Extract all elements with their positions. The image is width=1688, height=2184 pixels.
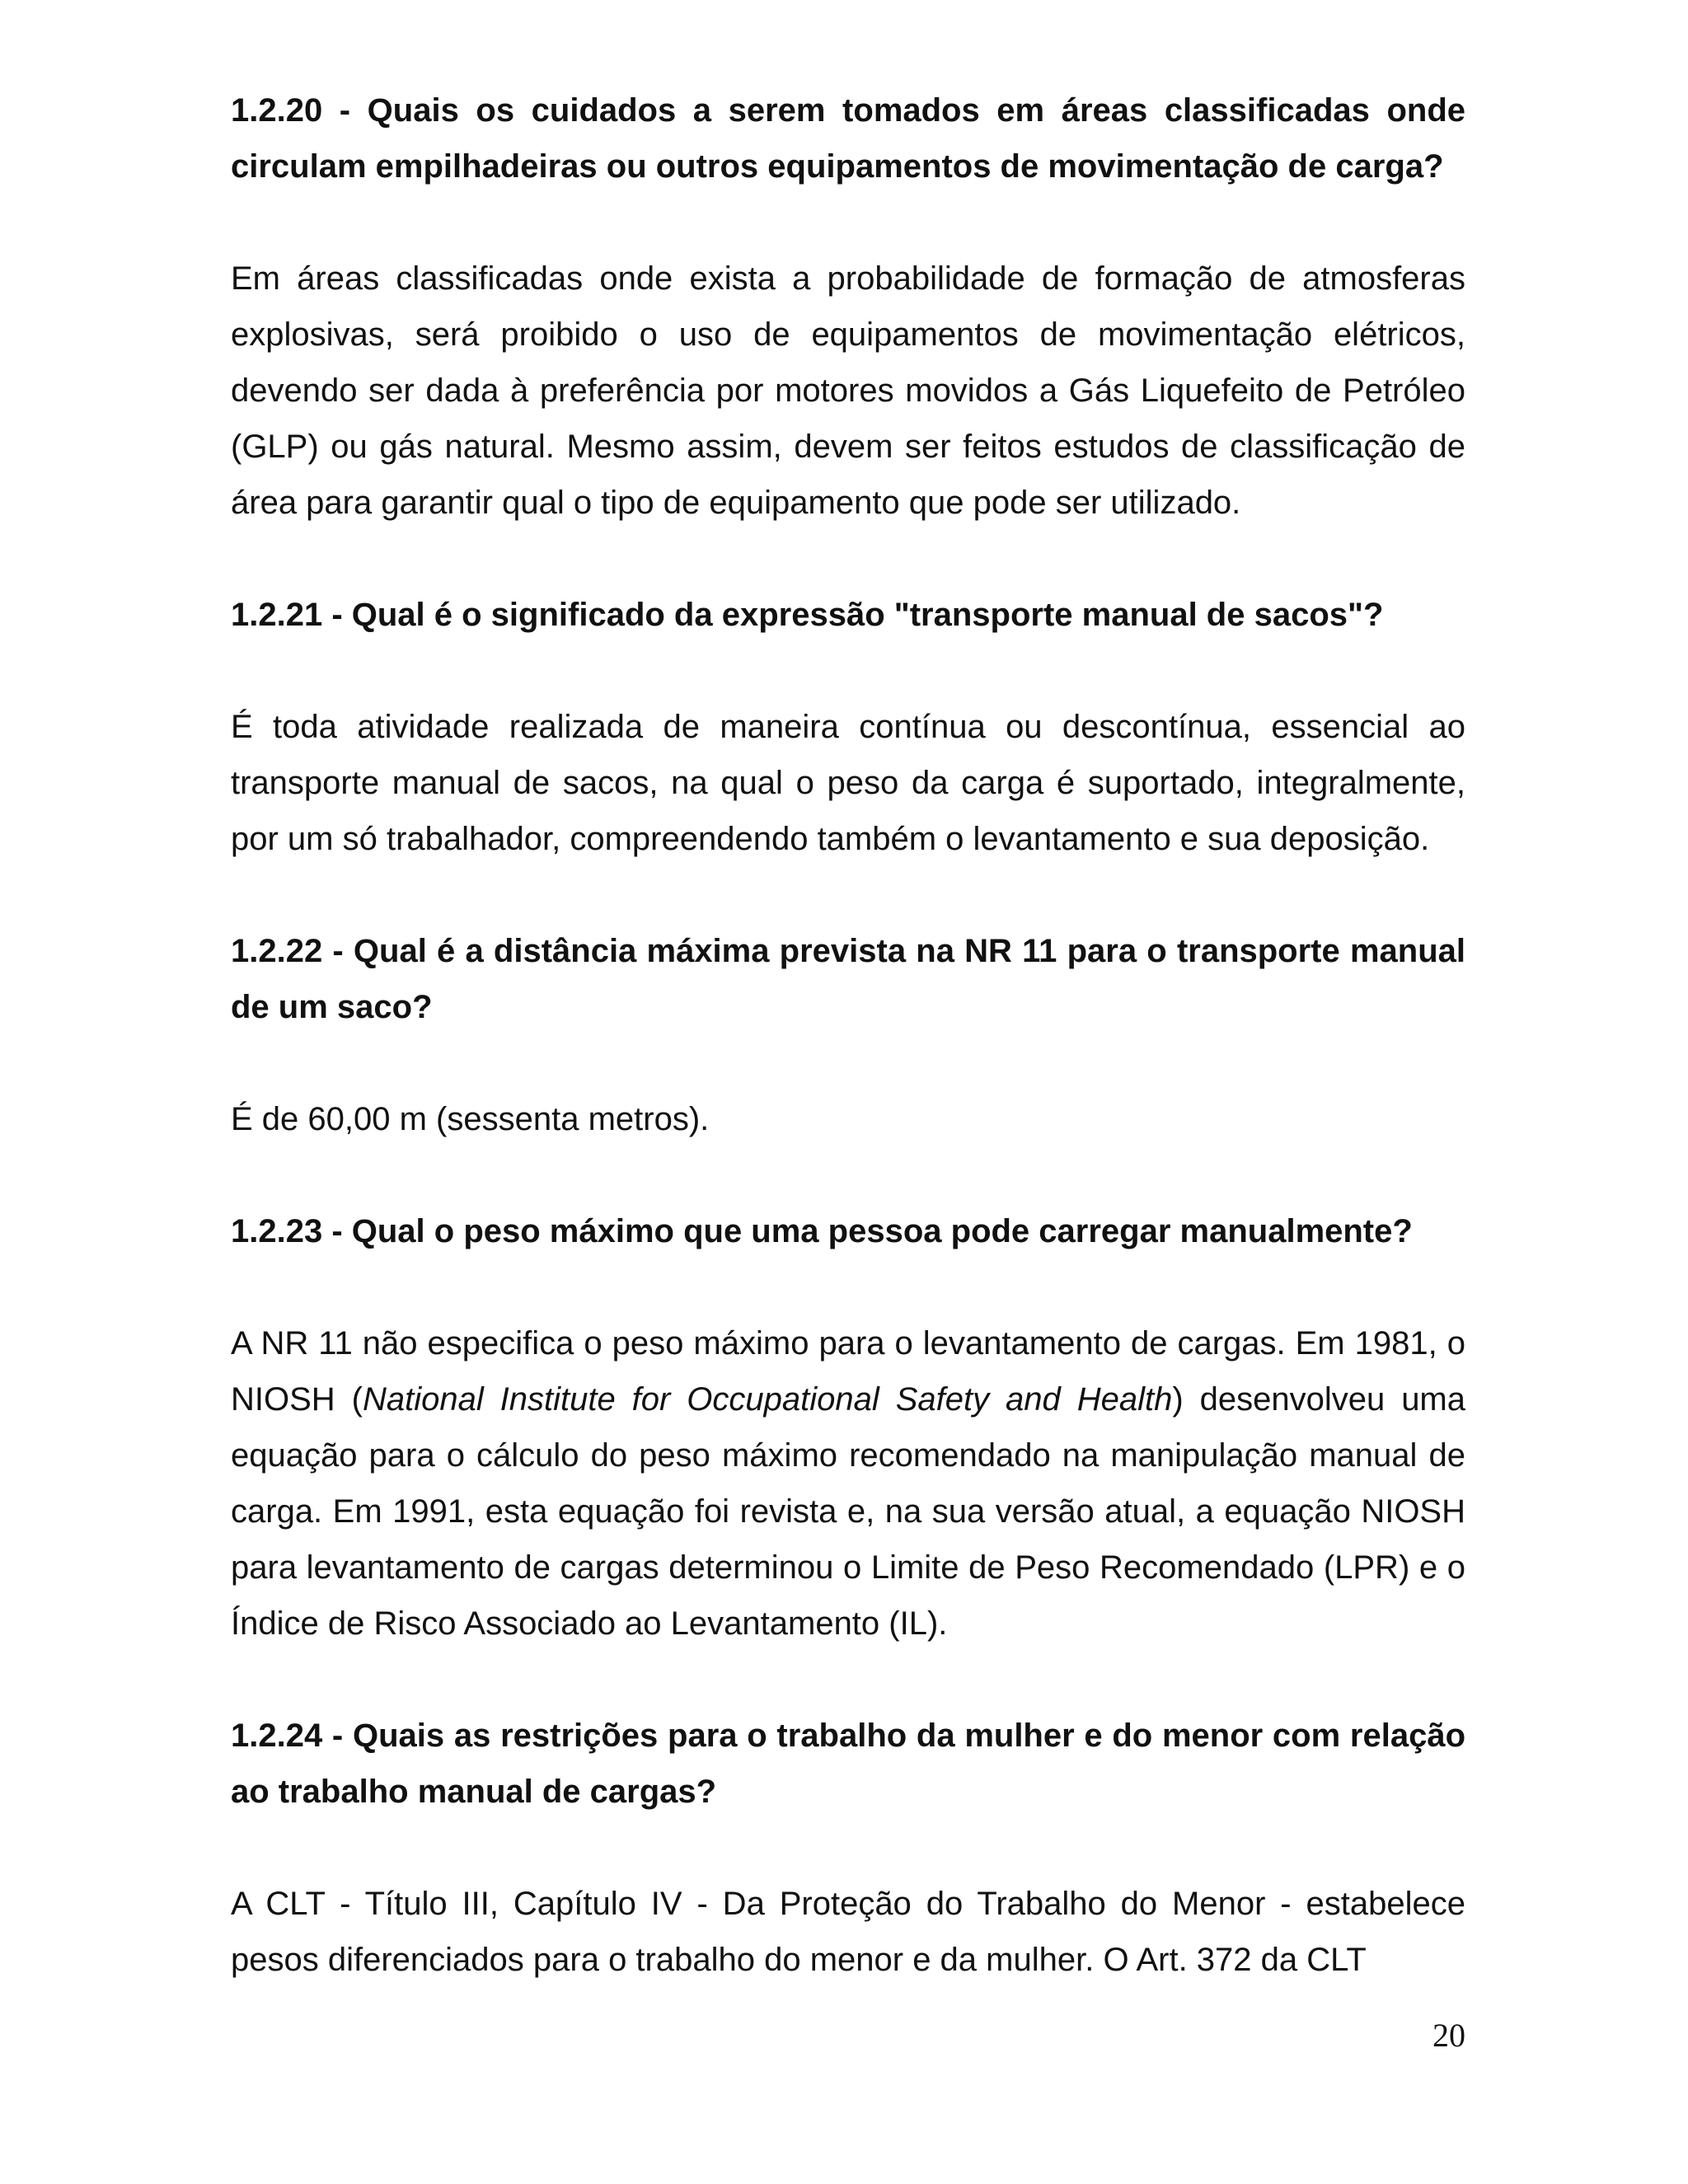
niosh-full-name-italic: National Institute for Occupational Safety and Health	[362, 1381, 1173, 1418]
question-heading-1-2-24: 1.2.24 - Quais as restrições para o trabalho da mulher e do menor com relação ao trabalho manual de cargas?	[231, 1718, 1465, 1810]
page-number: 20	[1432, 2017, 1465, 2054]
question-heading-1-2-22: 1.2.22 - Qual é a distância máxima prevista na NR 11 para o transporte manual de um saco?	[231, 933, 1465, 1025]
answer-paragraph-1-2-24: A CLT - Título III, Capítulo IV - Da Proteção do Trabalho do Menor - estabelece pesos diferenciados para o trabalho do menor e da mulher. O Art. 372 da CLT	[231, 1886, 1465, 1978]
answer-paragraph-1-2-21: É toda atividade realizada de maneira contínua ou descontínua, essencial ao transporte manual de sacos, na qual o peso da carga é suportado, integralmente, por um só trabalhador, compreendendo também o levantamento e sua deposição.	[231, 709, 1465, 857]
document-page	[231, 82, 1465, 1988]
question-heading-1-2-21: 1.2.21 - Qual é o significado da expressão "transporte manual de sacos"?	[231, 597, 1384, 633]
question-heading-1-2-23: 1.2.23 - Qual o peso máximo que uma pessoa pode carregar manualmente?	[231, 1213, 1413, 1249]
answer-paragraph-1-2-23	[231, 1315, 1465, 1652]
answer-text-part-1: A NR 11 não especifica o peso máximo para o levantamento de cargas. Em 1981, o NIOSH (	[231, 1325, 1465, 1418]
answer-paragraph-1-2-20: Em áreas classificadas onde exista a probabilidade de formação de atmosferas explosivas, será proibido o uso de equipamentos de movimentação elétricos, devendo ser dada à preferência por motores movidos a Gás Liquefeito de Petróleo (GLP) ou gás natural. Mesmo assim, devem ser feitos estudos de classificação de área para garantir qual o tipo de equipamento que pode ser utilizado.	[231, 260, 1465, 521]
answer-text-part-2: ) desenvolveu uma equação para o cálculo do peso máximo recomendado na manipulação manual de carga. Em 1991, esta equação foi revista e, na sua versão atual, a equação NIOSH para levantamento de cargas determinou o Limite de Peso Recomendado (LPR) e o Índice de Risco Associado ao Levantamento (IL).	[231, 1381, 1466, 1642]
answer-paragraph-1-2-22: É de 60,00 m (sessenta metros).	[231, 1101, 710, 1137]
question-heading-1-2-20: 1.2.20 - Quais os cuidados a serem tomados em áreas classificadas onde circulam empilhadeiras ou outros equipamentos de movimentação de carga?	[231, 92, 1465, 185]
